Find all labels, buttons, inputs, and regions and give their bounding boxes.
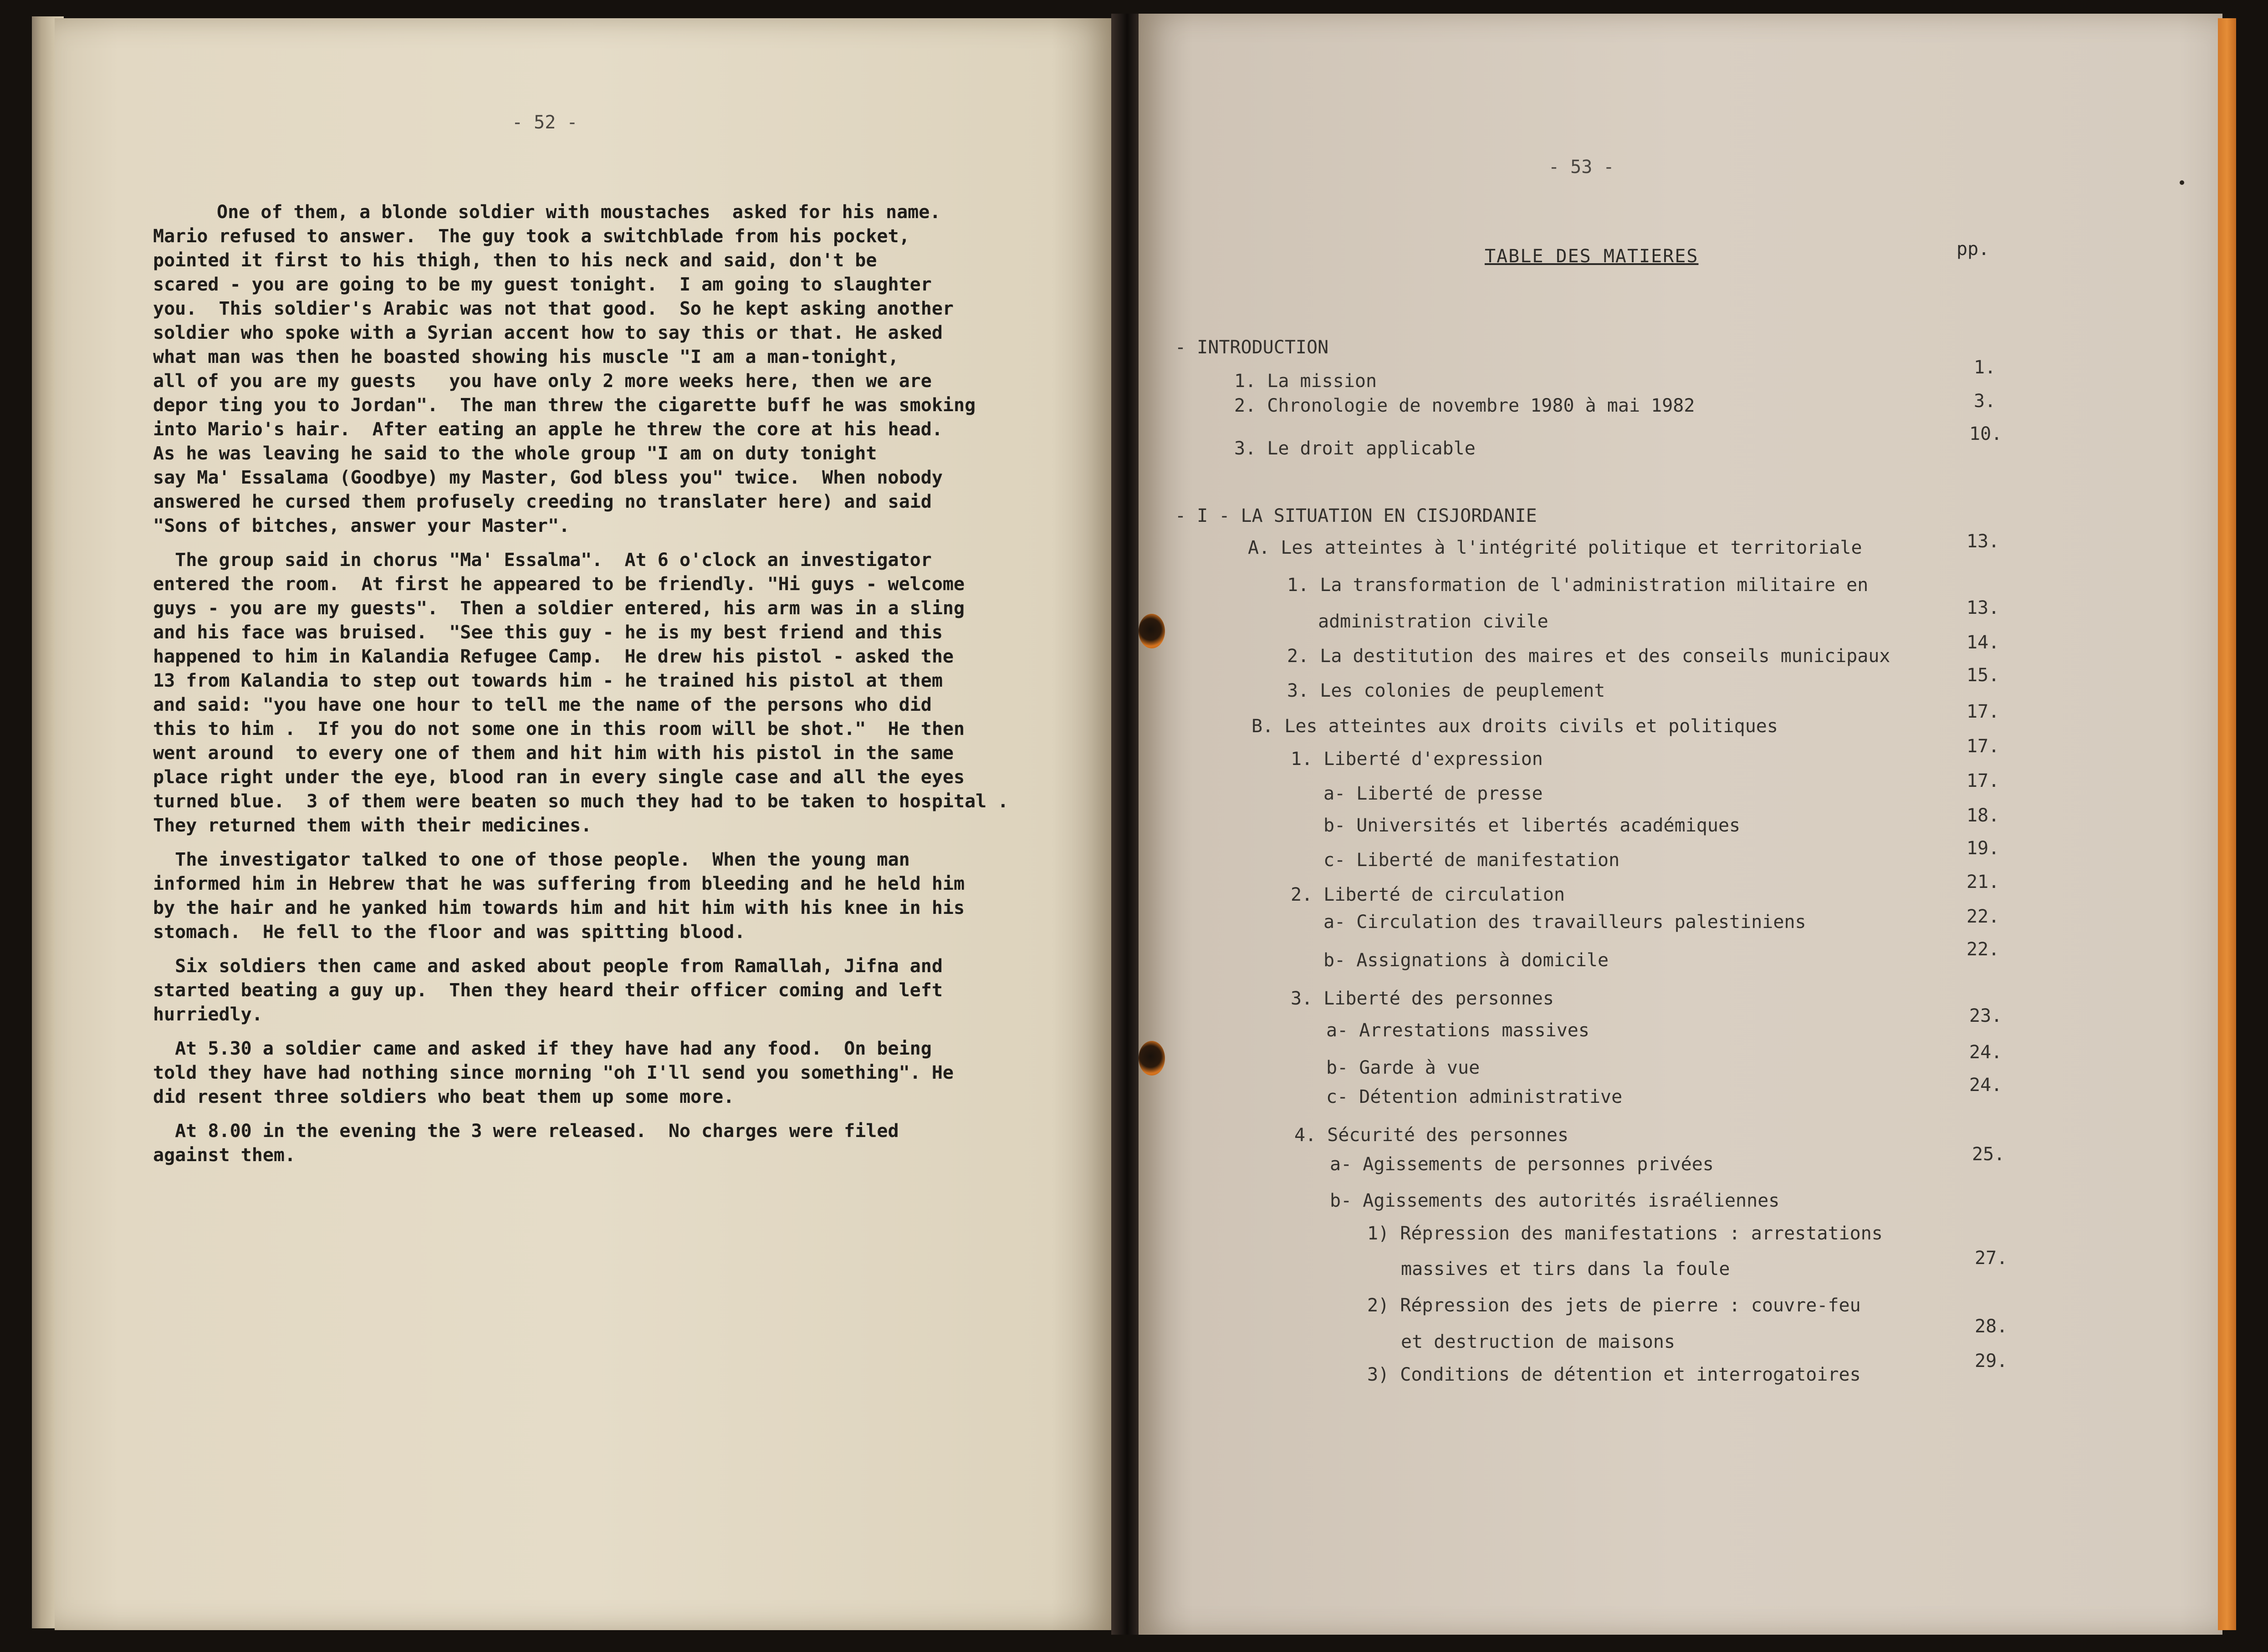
toc-entry: 3. Liberté des personnes: [1291, 988, 1554, 1009]
toc-page: 22.: [1967, 939, 2000, 960]
toc-entry: c- Liberté de manifestation: [1323, 850, 1620, 871]
toc-entry: 2. La destitution des maires et des conseils municipaux: [1287, 646, 1890, 667]
toc-page: 14.: [1967, 632, 2000, 653]
toc-entry: a- Liberté de presse: [1323, 783, 1543, 804]
paragraph: The group said in chorus "Ma' Essalma". At 6 o'clock an investigator entered the room. At first he appeared to be friendly. "Hi guys - welcome guys - you are my guests". Then a soldier entered, his arm was in a sling and his face was bruised. "See this guy - he is my best friend and this happened to him in Kalandia Refugee Camp. He drew his pistol - asked the 13 from Kalandia to step out towards him - he trained his pistol at them and said: "you have one hour to tell me the name of the persons who did this to him . If you do not some one in this room will be shot." He then went around to every one of them and hit him with his pistol in the same place right under the eye, blood ran in every single case and all the eyes turned blue. 3 of them were beaten so much they had to be taken to hospital . They returned them with their medicines.: [153, 550, 1009, 836]
paragraph: One of them, a blonde soldier with moustaches asked for his name. Mario refused to answer. The guy took a switchblade from his pocket, pointed it first to his thigh, then to his neck and said, don't be scared - you are going to be my guest tonight. I am going to slaughter you. This soldier's Arabic was not that good. So he kept asking another soldier who spoke with a Syrian accent how to say this or that. He asked what man was then he boasted showing his muscle "I am a man-tonight, all of you are my guests you have only 2 more weeks here, then we are depor ting you to Jordan". The man threw the cigarette buff he was smoking into Mario's hair. After eating an apple he threw the core at his head. As he was leaving he said to the whole group "I am on duty tonight say Ma' Essalama (Goodbye) my Master, God bless you" twice. When nobody answered he cursed them profusely creeding no translater here) and said "Sons of bitches, answer your Master".: [153, 202, 976, 536]
toc-entry: A. Les atteintes à l'intégrité politique et territoriale: [1248, 537, 1862, 558]
toc-page: 24.: [1969, 1042, 2002, 1063]
toc-entry: b- Assignations à domicile: [1323, 950, 1609, 971]
toc-entry: 2. Chronologie de novembre 1980 à mai 1982: [1234, 395, 1695, 416]
toc-page: 28.: [1975, 1316, 2008, 1337]
toc-entry: c- Détention administrative: [1326, 1086, 1623, 1107]
toc-page: 27.: [1975, 1248, 2008, 1269]
toc-page: 18.: [1967, 805, 2000, 826]
toc-entry: a- Circulation des travailleurs palestiniens: [1323, 912, 1806, 933]
toc-entry: administration civile: [1318, 611, 1548, 632]
right-page-number: - 53 -: [1548, 157, 1614, 178]
toc-page: 10.: [1969, 423, 2002, 444]
toc-page: 21.: [1967, 872, 2000, 892]
toc-page: 22.: [1967, 906, 2000, 927]
paragraph: The investigator talked to one of those people. When the young man informed him in Hebrew that he was suffering from bleeding and he held him by the hair and he yanked him towards him and hit him with his knee in his stomach. He fell to the floor and was spitting blood.: [153, 849, 965, 943]
toc-entry: 3. Les colonies de peuplement: [1287, 680, 1605, 701]
toc-page: 29.: [1975, 1351, 2008, 1372]
punch-hole-top: [1139, 614, 1165, 648]
paragraph: Six soldiers then came and asked about people from Ramallah, Jifna and started beating a guy up. Then they heard their officer coming and left hurriedly.: [153, 956, 943, 1025]
orange-cover-edge: [2218, 18, 2236, 1630]
toc-page: 24.: [1969, 1075, 2002, 1096]
toc-entry: - I - LA SITUATION EN CISJORDANIE: [1175, 505, 1537, 526]
toc-entry: 3) Conditions de détention et interrogatoires: [1367, 1364, 1861, 1385]
toc-page: 17.: [1967, 701, 2000, 722]
toc-entry: B. Les atteintes aux droits civils et politiques: [1251, 716, 1778, 737]
toc-page: 17.: [1967, 770, 2000, 791]
toc-entry: 3. Le droit applicable: [1234, 438, 1476, 459]
toc-page: 25.: [1972, 1144, 2005, 1165]
toc-page: 17.: [1967, 736, 2000, 757]
toc-entry: b- Agissements des autorités israéliennes: [1330, 1190, 1780, 1211]
punch-hole-bottom: [1139, 1041, 1165, 1076]
toc-entry: 2. Liberté de circulation: [1291, 884, 1565, 905]
toc-entry: b- Garde à vue: [1326, 1057, 1480, 1078]
toc-entry: 1) Répression des manifestations : arrestations: [1367, 1223, 1883, 1244]
toc-page: 13.: [1967, 597, 2000, 618]
toc-entry: - INTRODUCTION: [1175, 337, 1329, 358]
toc-entry: 1. La transformation de l'administration militaire en: [1287, 575, 1869, 596]
toc-entry: et destruction de maisons: [1401, 1331, 1675, 1352]
toc-entry: massives et tirs dans la foule: [1401, 1259, 1730, 1280]
left-page-body: [153, 200, 1018, 1178]
toc-page: 19.: [1967, 838, 2000, 859]
ink-speck: [2180, 180, 2184, 185]
toc-page: 15.: [1967, 665, 2000, 686]
paragraph: At 8.00 in the evening the 3 were released. No charges were filed against them.: [153, 1121, 899, 1166]
toc-page: 23.: [1969, 1005, 2002, 1026]
toc-entry: 1. Liberté d'expression: [1291, 749, 1543, 770]
toc-entry: 1. La mission: [1234, 371, 1377, 392]
left-page-number: - 52 -: [512, 112, 578, 133]
toc-entry: b- Universités et libertés académiques: [1323, 815, 1741, 836]
toc-pages-label: pp.: [1956, 239, 1990, 260]
toc-entry: a- Arrestations massives: [1326, 1020, 1589, 1041]
toc-entry: 4. Sécurité des personnes: [1294, 1125, 1569, 1146]
toc-page: 3.: [1974, 391, 1996, 412]
paragraph: At 5.30 a soldier came and asked if they have had any food. On being told they have had nothing since morning "oh I'll send you something". He did resent three soldiers who beat them up some more.: [153, 1038, 954, 1107]
toc-title: TABLE DES MATIERES: [1485, 246, 1699, 267]
toc-page: 13.: [1967, 531, 2000, 552]
toc-page: 1.: [1974, 357, 1996, 378]
toc-entry: 2) Répression des jets de pierre : couvre-feu: [1367, 1295, 1861, 1316]
toc-entry: a- Agissements de personnes privées: [1330, 1154, 1714, 1175]
